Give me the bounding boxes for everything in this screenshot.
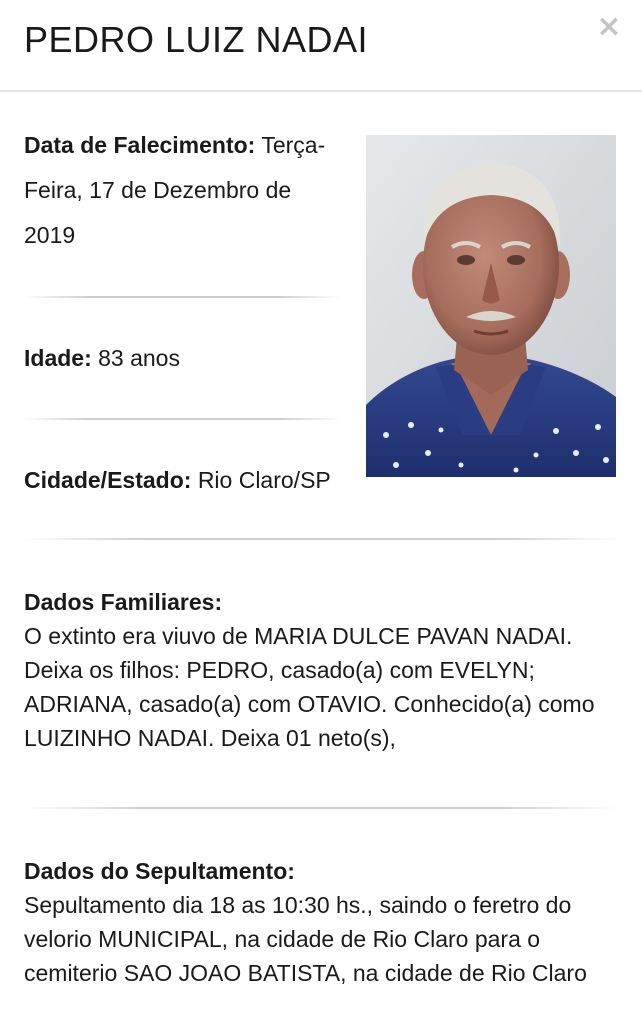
burial-section-text: Sepultamento dia 18 as 10:30 hs., saindo o feretro do velorio MUNICIPAL, na cidade de Rio Claro para o cemiterio SAO JOAO BATISTA, na cidade de Rio Claro [24, 892, 587, 986]
divider [24, 296, 342, 298]
page-title: PEDRO LUIZ NADAI [24, 19, 369, 60]
death-date-value: Terça-Feira, 17 de Dezembro de 2019 [24, 132, 326, 248]
death-date-label: Data de Falecimento: [24, 132, 256, 158]
age-value: 83 anos [98, 345, 180, 371]
deceased-photo [366, 135, 616, 477]
family-section [24, 585, 624, 755]
family-section-title: Dados Familiares: [24, 589, 223, 615]
city-field [24, 458, 354, 503]
divider [24, 807, 618, 809]
family-section-text: O extinto era viuvo de MARIA DULCE PAVAN NADAI. Deixa os filhos: PEDRO, casado(a) com EVELYN; ADRIANA, casado(a) com OTAVIO. Conhecido(a) como LUIZINHO NADAI. Deixa 01 neto(s), [24, 623, 595, 751]
age-label: Idade: [24, 345, 92, 371]
burial-section [24, 854, 624, 990]
burial-section-title: Dados do Sepultamento: [24, 858, 295, 884]
death-date-field [24, 123, 342, 258]
age-field [24, 336, 342, 381]
divider [24, 538, 618, 540]
city-label: Cidade/Estado: [24, 467, 192, 493]
city-value: Rio Claro/SP [197, 467, 331, 493]
close-button[interactable]: × [594, 10, 624, 44]
divider [24, 418, 342, 420]
modal-header [0, 0, 642, 92]
